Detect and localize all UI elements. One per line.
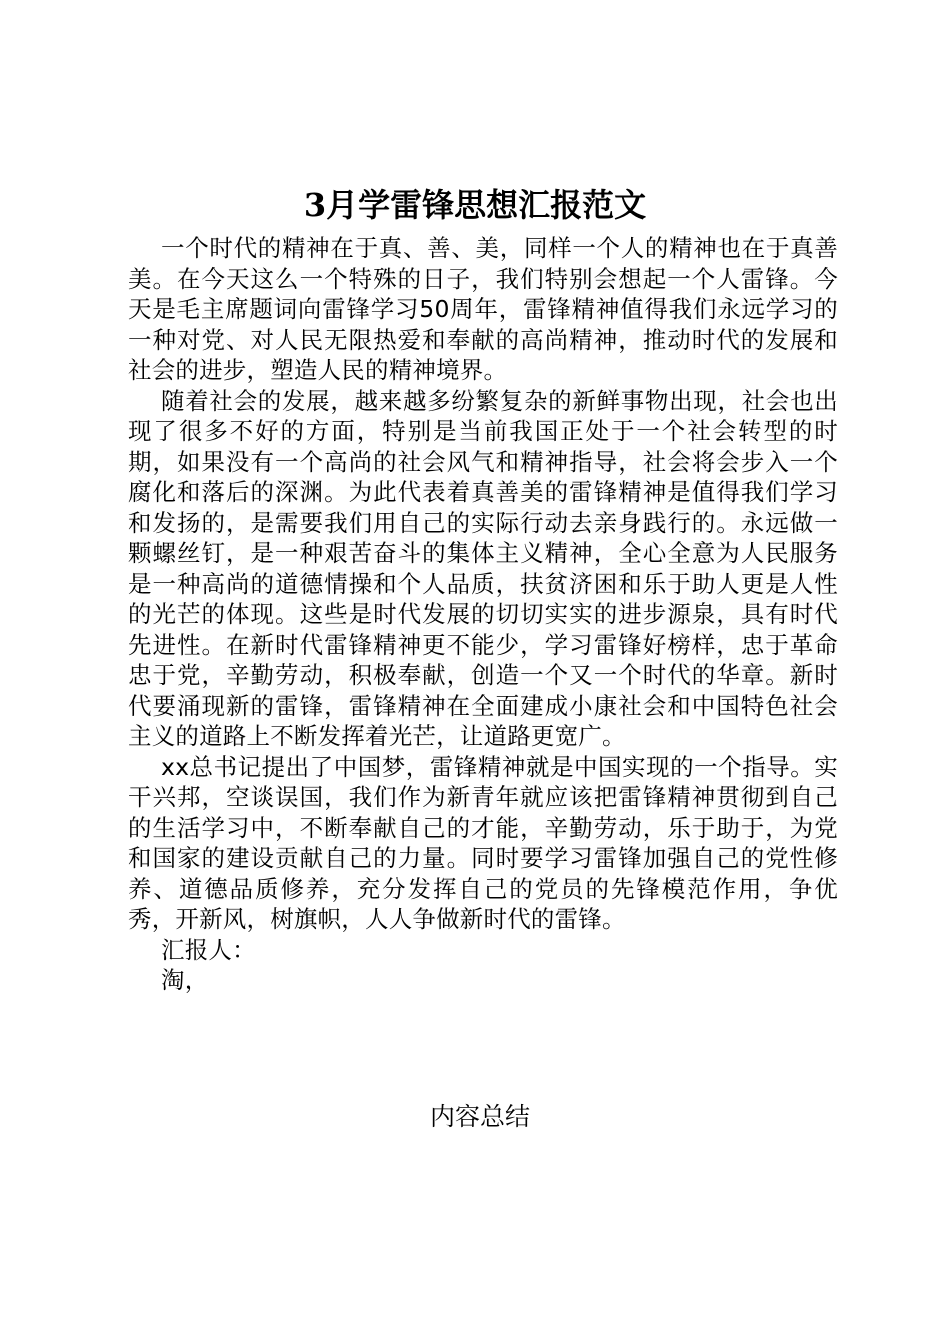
summary-heading: 内容总结 <box>429 1102 530 1131</box>
document-body <box>128 233 838 996</box>
reporter-label: 汇报人： <box>161 935 256 964</box>
paragraph-2: 随着社会的发展，越来越多纷繁复杂的新鲜事物出现，社会也出现了很多不好的方面，特别是当前我国正处于一个社会转型的时期，如果没有一个高尚的社会风气和精神指导，社会将会步入一个腐化和落后的深渊。为此代表着真善美的雷锋精神是值得我们学习和发扬的，是需要我们用自己的实际行动去亲身践行的。永远做一颗螺丝钉，是一种艰苦奋斗的集体主义精神，全心全意为人民服务是一种高尚的道德情操和个人品质，扶贫济困和乐于助人更是人性的光芒的体现。这些是时代发展的切切实实的进步源泉，具有时代先进性。在新时代雷锋精神更不能少，学习雷锋好榜样，忠于革命忠于党，辛勤劳动，积极奉献，创造一个又一个时代的华章。新时代要涌现新的雷锋，雷锋精神在全面建成小康社会和中国特色社会主义的道路上不断发挥着光芒，让道路更宽广。 <box>128 386 838 750</box>
paragraph-3: xx总书记提出了中国梦，雷锋精神就是中国实现的一个指导。实干兴邦，空谈误国，我们作为新青年就应该把雷锋精神贯彻到自己的生活学习中，不断奉献自己的才能，辛勤劳动，乐于助于，为党和国家的建设贡献自己的力量。同时要学习雷锋加强自己的党性修养、道德品质修养，充分发挥自己的党员的先锋模范作用，争优秀，开新风，树旗帜，人人争做新时代的雷锋。 <box>128 752 838 933</box>
document-title: 3月学雷锋思想汇报范文 <box>303 186 647 224</box>
paragraph-1: 一个时代的精神在于真、善、美，同样一个人的精神也在于真善美。在今天这么一个特殊的日子，我们特别会想起一个人雷锋。今天是毛主席题词向雷锋学习50周年，雷锋精神值得我们永远学习的一种对党、对人民无限热爱和奉献的高尚精神，推动时代的发展和社会的进步，塑造人民的精神境界。 <box>128 234 838 384</box>
trailing-text: 淘， <box>161 966 209 994</box>
